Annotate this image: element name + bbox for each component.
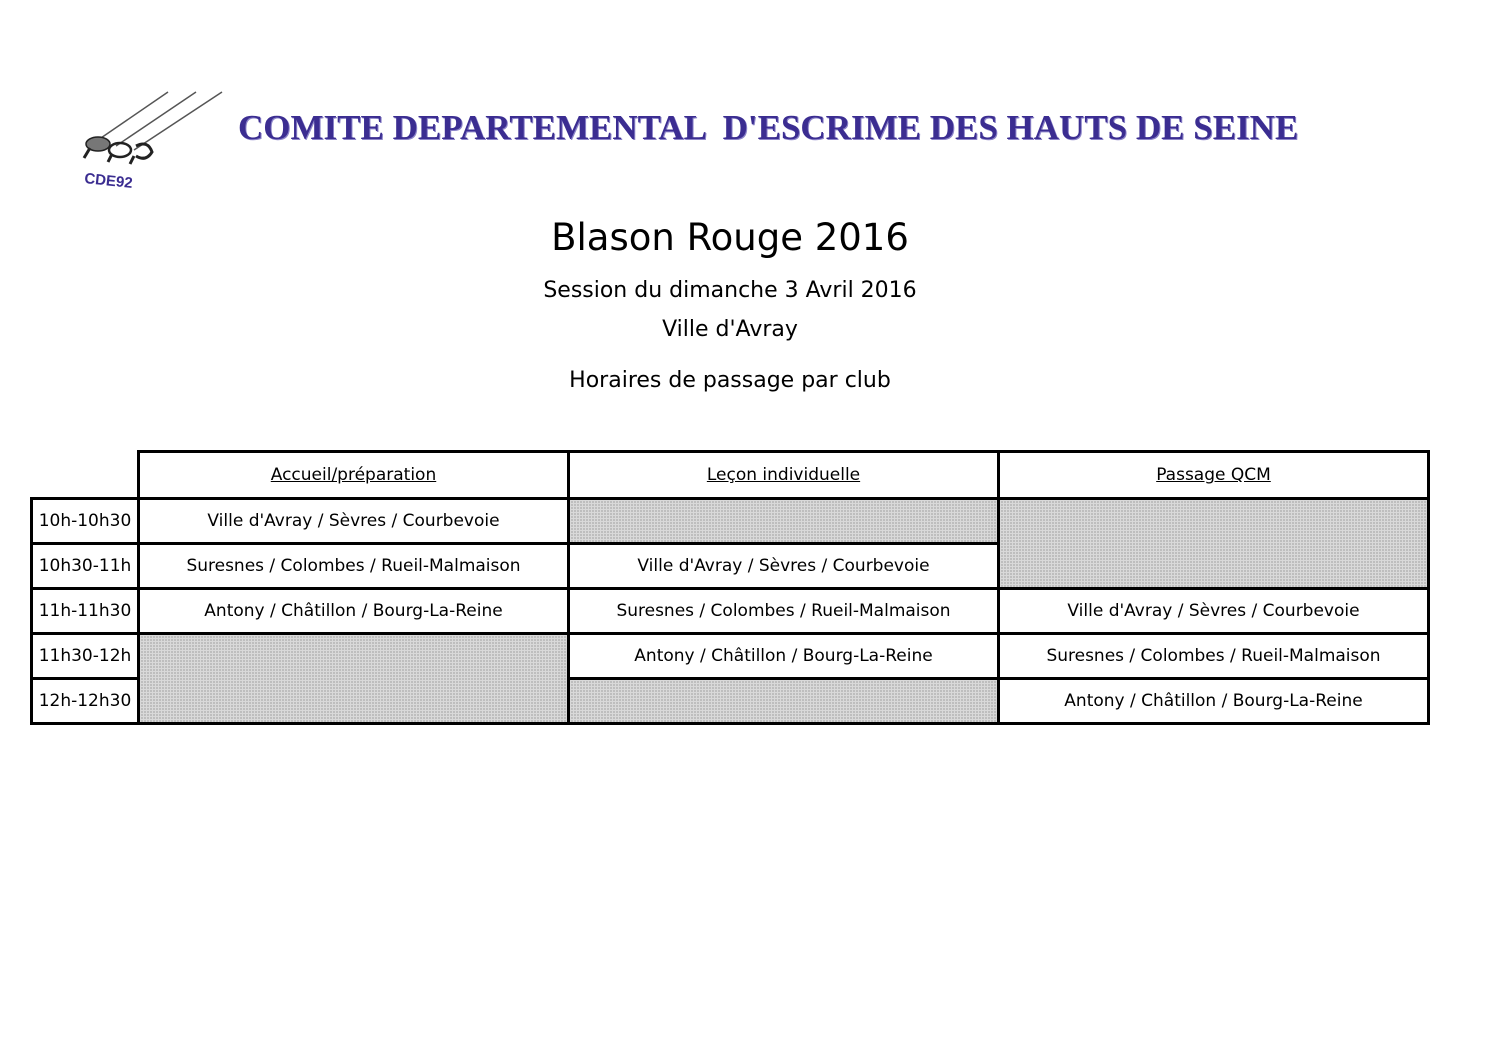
logo-text: CDE92 bbox=[83, 170, 134, 188]
schedule-cell: Suresnes / Colombes / Rueil-Malmaison bbox=[139, 544, 569, 589]
schedule-cell: Ville d'Avray / Sèvres / Courbevoie bbox=[999, 589, 1429, 634]
schedule-cell: Antony / Châtillon / Bourg-La-Reine bbox=[139, 589, 569, 634]
schedule-cell: Suresnes / Colombes / Rueil-Malmaison bbox=[569, 589, 999, 634]
corner-cell bbox=[32, 452, 139, 499]
schedule-cell: Ville d'Avray / Sèvres / Courbevoie bbox=[569, 544, 999, 589]
schedule-table bbox=[30, 450, 1430, 725]
time-slot: 12h-12h30 bbox=[32, 679, 139, 724]
column-header-qcm: Passage QCM bbox=[999, 452, 1429, 499]
cde92-logo bbox=[76, 88, 226, 188]
header-row bbox=[32, 452, 1429, 499]
table-row bbox=[32, 499, 1429, 544]
time-slot: 11h-11h30 bbox=[32, 589, 139, 634]
empty-shaded-cell bbox=[999, 499, 1429, 589]
organization-title: COMITE DEPARTEMENTAL D'ESCRIME DES HAUTS DE SEINE bbox=[238, 108, 1299, 147]
time-slot: 10h30-11h bbox=[32, 544, 139, 589]
venue: Ville d'Avray bbox=[662, 317, 798, 342]
schedule-cell: Suresnes / Colombes / Rueil-Malmaison bbox=[999, 634, 1429, 679]
schedule-cell: Ville d'Avray / Sèvres / Courbevoie bbox=[139, 499, 569, 544]
time-slot: 11h30-12h bbox=[32, 634, 139, 679]
empty-shaded-cell bbox=[139, 634, 569, 724]
table-row bbox=[32, 589, 1429, 634]
column-header-accueil: Accueil/préparation bbox=[139, 452, 569, 499]
schedule-subtitle: Horaires de passage par club bbox=[569, 368, 891, 393]
time-slot: 10h-10h30 bbox=[32, 499, 139, 544]
schedule-cell: Antony / Châtillon / Bourg-La-Reine bbox=[569, 634, 999, 679]
document-title: Blason Rouge 2016 bbox=[551, 216, 909, 259]
session-date: Session du dimanche 3 Avril 2016 bbox=[543, 278, 917, 303]
empty-shaded-cell bbox=[569, 499, 999, 544]
schedule-cell: Antony / Châtillon / Bourg-La-Reine bbox=[999, 679, 1429, 724]
empty-shaded-cell bbox=[569, 679, 999, 724]
fencing-blades-icon bbox=[76, 88, 226, 188]
column-header-lecon: Leçon individuelle bbox=[569, 452, 999, 499]
table-row bbox=[32, 634, 1429, 679]
